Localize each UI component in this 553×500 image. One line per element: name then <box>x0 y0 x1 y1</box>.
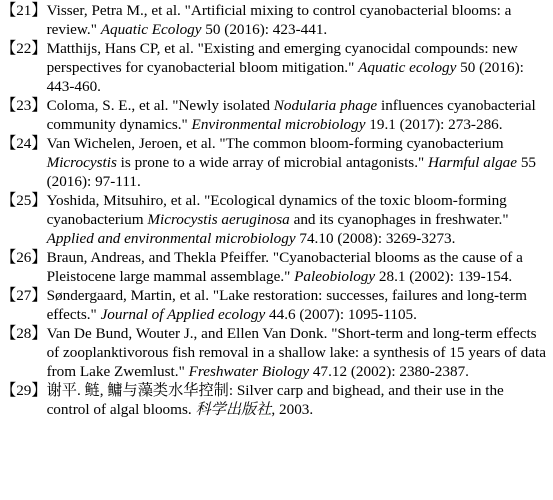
reference-item <box>1 324 550 381</box>
journal-title: Environmental microbiology <box>191 116 366 133</box>
reference-item <box>1 1 550 39</box>
reference-item <box>1 191 550 248</box>
journal-title: Harmful algae <box>428 154 518 171</box>
reference-text <box>47 381 550 419</box>
journal-title: Aquatic Ecology <box>100 21 202 38</box>
reference-number: 【29】 <box>1 382 47 399</box>
reference-segment: Søndergaard, Martin, et al. "Lake restoration: successes, failures and long-term effects." <box>46 287 527 323</box>
reference-text <box>47 39 550 96</box>
reference-number: 【21】 <box>1 2 47 19</box>
reference-segment: 19.1 (2017): 273-286. <box>365 116 503 133</box>
reference-segment: Van Wichelen, Jeroen, et al. "The common bloom-forming cyanobacterium <box>46 135 504 152</box>
reference-number: 【25】 <box>1 192 47 209</box>
reference-item <box>1 286 550 324</box>
reference-number: 【26】 <box>1 249 47 266</box>
publisher-name: 科学出版社 <box>195 401 272 418</box>
reference-segment: Matthijs, Hans CP, et al. "Existing and emerging cyanocidal compounds: new perspectives for cyanobacterial bloom mitigation." <box>46 40 518 76</box>
reference-number: 【22】 <box>1 40 47 57</box>
reference-segment: 44.6 (2007): 1095-1105. <box>265 306 417 323</box>
reference-item <box>1 248 550 286</box>
reference-segment: 谢平. 鲢, 鳙与藻类水华控制: Silver carp and bighead, and their use in the control of algal blooms. <box>46 382 504 418</box>
reference-segment: 50 (2016): 423-441. <box>201 21 328 38</box>
species-name: Nodularia phage <box>273 97 378 114</box>
reference-text <box>47 96 550 134</box>
reference-number: 【28】 <box>1 325 47 342</box>
journal-title: Aquatic ecology <box>358 59 457 76</box>
journal-title: Freshwater Biology <box>188 363 310 380</box>
reference-segment: 74.10 (2008): 3269-3273. <box>295 230 456 247</box>
reference-text <box>47 286 550 324</box>
reference-item <box>1 96 550 134</box>
species-name: Microcystis aeruginosa <box>147 211 290 228</box>
reference-segment: and its cyanophages in freshwater." <box>289 211 509 228</box>
reference-item <box>1 381 550 419</box>
reference-segment: Van De Bund, Wouter J., and Ellen Van Donk. "Short-term and long-term effects of zooplanktivorous fish removal in a shallow lake: a synthesis of 15 years of data from Lake Zwemlust." <box>46 325 546 380</box>
species-name: Microcystis <box>46 154 117 171</box>
journal-title: Paleobiology <box>294 268 376 285</box>
reference-text <box>47 191 550 248</box>
reference-segment: Coloma, S. E., et al. "Newly isolated <box>46 97 274 114</box>
reference-segment: Braun, Andreas, and Thekla Pfeiffer. "Cyanobacterial blooms as the cause of a Pleistocene large mammal assemblage." <box>46 249 523 285</box>
journal-title: Journal of Applied ecology <box>100 306 266 323</box>
reference-text <box>47 324 550 381</box>
reference-segment: , 2003. <box>271 401 314 418</box>
reference-segment: Yoshida, Mitsuhiro, et al. "Ecological dynamics of the toxic bloom-forming cyanobacterium <box>46 192 507 228</box>
reference-number: 【27】 <box>1 287 47 304</box>
reference-number: 【24】 <box>1 135 47 152</box>
reference-segment: Visser, Petra M., et al. "Artificial mixing to control cyanobacterial blooms: a review." <box>46 2 512 38</box>
reference-text <box>47 134 550 191</box>
reference-segment: 28.1 (2002): 139-154. <box>375 268 513 285</box>
reference-number: 【23】 <box>1 97 47 114</box>
reference-segment: influences cyanobacterial community dynamics." <box>46 97 536 133</box>
reference-segment: 47.12 (2002): 2380-2387. <box>309 363 469 380</box>
reference-text <box>47 248 550 286</box>
reference-item <box>1 134 550 191</box>
journal-title: Applied and environmental microbiology <box>46 230 296 247</box>
reference-segment: 50 (2016): 443-460. <box>46 59 524 95</box>
reference-segment: 55 (2016): 97-111. <box>46 154 536 190</box>
reference-text <box>47 1 550 39</box>
reference-item <box>1 39 550 96</box>
reference-segment: is prone to a wide array of microbial antagonists." <box>116 154 428 171</box>
